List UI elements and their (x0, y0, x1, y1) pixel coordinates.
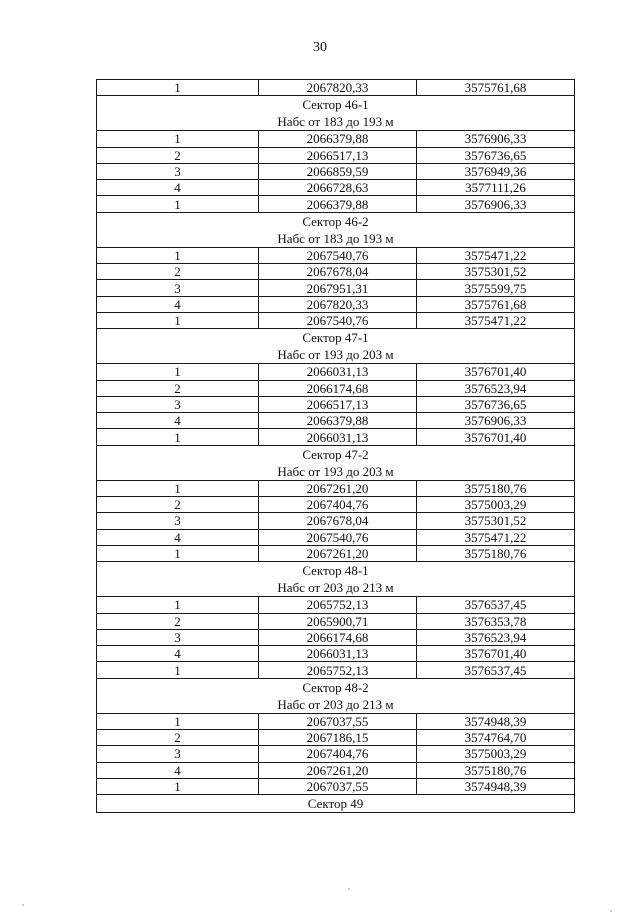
sector-header-cell (97, 329, 575, 364)
point-number-cell: 1 (97, 662, 259, 678)
point-number-cell: 2 (97, 730, 259, 746)
y-coordinate-cell: 3575471,22 (417, 529, 575, 545)
table-row (97, 529, 575, 545)
point-number-cell: 1 (97, 429, 259, 445)
coordinates-table-body (97, 80, 575, 813)
point-number-cell: 3 (97, 513, 259, 529)
point-number-cell: 4 (97, 529, 259, 545)
sector-header-cell (97, 562, 575, 597)
sector-header-cell (97, 445, 575, 480)
table-row (97, 196, 575, 212)
y-coordinate-cell: 3576906,33 (417, 413, 575, 429)
point-number-cell: 1 (97, 312, 259, 328)
table-row (97, 746, 575, 762)
table-row (97, 662, 575, 678)
sector-header-row (97, 795, 575, 813)
y-coordinate-cell: 3576906,33 (417, 131, 575, 147)
table-row (97, 80, 575, 96)
sector-title: Сектор 49 (307, 796, 364, 812)
table-row (97, 778, 575, 794)
y-coordinate-cell: 3576736,65 (417, 147, 575, 163)
y-coordinate-cell: 3575599,75 (417, 280, 575, 296)
y-coordinate-cell: 3576701,40 (417, 429, 575, 445)
y-coordinate-cell: 3576701,40 (417, 364, 575, 380)
table-row (97, 413, 575, 429)
sector-header-cell (97, 795, 575, 813)
table-row (97, 497, 575, 513)
x-coordinate-cell: 2067186,15 (259, 730, 417, 746)
x-coordinate-cell: 2065752,13 (259, 597, 417, 613)
point-number-cell: 2 (97, 264, 259, 280)
x-coordinate-cell: 2067404,76 (259, 746, 417, 762)
table-row (97, 364, 575, 380)
sector-height-range: Набс от 183 до 193 м (277, 114, 394, 130)
x-coordinate-cell: 2067261,20 (259, 545, 417, 561)
sector-height-range: Набс от 183 до 193 м (277, 230, 394, 246)
y-coordinate-cell: 3576949,36 (417, 163, 575, 179)
point-number-cell: 4 (97, 180, 259, 196)
x-coordinate-cell: 2066031,13 (259, 429, 417, 445)
sector-title: Сектор 47-2 (302, 446, 369, 462)
point-number-cell: 3 (97, 163, 259, 179)
table-row (97, 147, 575, 163)
x-coordinate-cell: 2067951,31 (259, 280, 417, 296)
point-number-cell: 1 (97, 131, 259, 147)
x-coordinate-cell: 2067540,76 (259, 247, 417, 263)
x-coordinate-cell: 2066174,68 (259, 629, 417, 645)
sector-header-row (97, 445, 575, 480)
sector-header-cell (97, 96, 575, 131)
table-row (97, 280, 575, 296)
y-coordinate-cell: 3574948,39 (417, 713, 575, 729)
x-coordinate-cell: 2067261,20 (259, 480, 417, 496)
y-coordinate-cell: 3575471,22 (417, 312, 575, 328)
x-coordinate-cell: 2067037,55 (259, 778, 417, 794)
table-row (97, 480, 575, 496)
y-coordinate-cell: 3576523,94 (417, 380, 575, 396)
point-number-cell: 4 (97, 296, 259, 312)
table-row (97, 730, 575, 746)
point-number-cell: 1 (97, 196, 259, 212)
table-row (97, 296, 575, 312)
sector-header-cell (97, 212, 575, 247)
sector-header-row (97, 329, 575, 364)
point-number-cell: 3 (97, 280, 259, 296)
table-row (97, 180, 575, 196)
x-coordinate-cell: 2067678,04 (259, 513, 417, 529)
table-row (97, 513, 575, 529)
table-row (97, 380, 575, 396)
x-coordinate-cell: 2067820,33 (259, 296, 417, 312)
sector-height-range: Набс от 203 до 213 м (277, 696, 394, 712)
y-coordinate-cell: 3577111,26 (417, 180, 575, 196)
table-row (97, 247, 575, 263)
table-row (97, 131, 575, 147)
sector-title: Сектор 48-2 (302, 679, 369, 695)
point-number-cell: 3 (97, 629, 259, 645)
table-row (97, 429, 575, 445)
sector-header-row (97, 678, 575, 713)
table-row (97, 629, 575, 645)
y-coordinate-cell: 3575471,22 (417, 247, 575, 263)
sector-title: Сектор 46-2 (302, 213, 369, 229)
table-row (97, 646, 575, 662)
point-number-cell: 1 (97, 364, 259, 380)
y-coordinate-cell: 3575761,68 (417, 296, 575, 312)
table-row (97, 264, 575, 280)
page-number: 30 (313, 40, 327, 55)
point-number-cell: 1 (97, 80, 259, 96)
table-row (97, 613, 575, 629)
point-number-cell: 3 (97, 746, 259, 762)
y-coordinate-cell: 3574764,70 (417, 730, 575, 746)
point-number-cell: 4 (97, 413, 259, 429)
y-coordinate-cell: 3575301,52 (417, 513, 575, 529)
x-coordinate-cell: 2066379,88 (259, 131, 417, 147)
coordinates-table (96, 79, 575, 813)
y-coordinate-cell: 3575003,29 (417, 746, 575, 762)
y-coordinate-cell: 3576537,45 (417, 597, 575, 613)
x-coordinate-cell: 2066728,63 (259, 180, 417, 196)
point-number-cell: 1 (97, 247, 259, 263)
y-coordinate-cell: 3576523,94 (417, 629, 575, 645)
y-coordinate-cell: 3575761,68 (417, 80, 575, 96)
y-coordinate-cell: 3575180,76 (417, 545, 575, 561)
point-number-cell: 1 (97, 713, 259, 729)
point-number-cell: 1 (97, 545, 259, 561)
table-row (97, 545, 575, 561)
scan-speck (610, 910, 612, 912)
sector-header-row (97, 96, 575, 131)
y-coordinate-cell: 3575301,52 (417, 264, 575, 280)
y-coordinate-cell: 3576701,40 (417, 646, 575, 662)
sector-height-range: Набс от 193 до 203 м (277, 463, 394, 479)
x-coordinate-cell: 2066379,88 (259, 413, 417, 429)
point-number-cell: 2 (97, 497, 259, 513)
x-coordinate-cell: 2065900,71 (259, 613, 417, 629)
sector-header-row (97, 562, 575, 597)
x-coordinate-cell: 2066517,13 (259, 147, 417, 163)
point-number-cell: 1 (97, 597, 259, 613)
y-coordinate-cell: 3575180,76 (417, 480, 575, 496)
y-coordinate-cell: 3574948,39 (417, 778, 575, 794)
y-coordinate-cell: 3576537,45 (417, 662, 575, 678)
x-coordinate-cell: 2067404,76 (259, 497, 417, 513)
x-coordinate-cell: 2067820,33 (259, 80, 417, 96)
x-coordinate-cell: 2067037,55 (259, 713, 417, 729)
sector-title: Сектор 46-1 (302, 97, 369, 113)
sector-height-range: Набс от 203 до 213 м (277, 580, 394, 596)
y-coordinate-cell: 3576353,78 (417, 613, 575, 629)
point-number-cell: 4 (97, 762, 259, 778)
x-coordinate-cell: 2065752,13 (259, 662, 417, 678)
table-row (97, 396, 575, 412)
table-row (97, 597, 575, 613)
x-coordinate-cell: 2067261,20 (259, 762, 417, 778)
x-coordinate-cell: 2066517,13 (259, 396, 417, 412)
sector-title: Сектор 48-1 (302, 563, 369, 579)
x-coordinate-cell: 2066859,59 (259, 163, 417, 179)
x-coordinate-cell: 2066379,88 (259, 196, 417, 212)
table-row (97, 762, 575, 778)
sector-title: Сектор 47-1 (302, 330, 369, 346)
table-row (97, 312, 575, 328)
scan-speck (348, 888, 350, 890)
sector-header-cell (97, 678, 575, 713)
sector-header-row (97, 212, 575, 247)
scan-speck (22, 904, 24, 906)
table-row (97, 163, 575, 179)
x-coordinate-cell: 2067540,76 (259, 529, 417, 545)
x-coordinate-cell: 2066174,68 (259, 380, 417, 396)
y-coordinate-cell: 3575003,29 (417, 497, 575, 513)
point-number-cell: 4 (97, 646, 259, 662)
y-coordinate-cell: 3575180,76 (417, 762, 575, 778)
point-number-cell: 2 (97, 613, 259, 629)
x-coordinate-cell: 2066031,13 (259, 646, 417, 662)
sector-height-range: Набс от 193 до 203 м (277, 347, 394, 363)
point-number-cell: 2 (97, 147, 259, 163)
y-coordinate-cell: 3576736,65 (417, 396, 575, 412)
point-number-cell: 1 (97, 480, 259, 496)
x-coordinate-cell: 2066031,13 (259, 364, 417, 380)
x-coordinate-cell: 2067540,76 (259, 312, 417, 328)
table-row (97, 713, 575, 729)
point-number-cell: 1 (97, 778, 259, 794)
x-coordinate-cell: 2067678,04 (259, 264, 417, 280)
point-number-cell: 3 (97, 396, 259, 412)
y-coordinate-cell: 3576906,33 (417, 196, 575, 212)
point-number-cell: 2 (97, 380, 259, 396)
